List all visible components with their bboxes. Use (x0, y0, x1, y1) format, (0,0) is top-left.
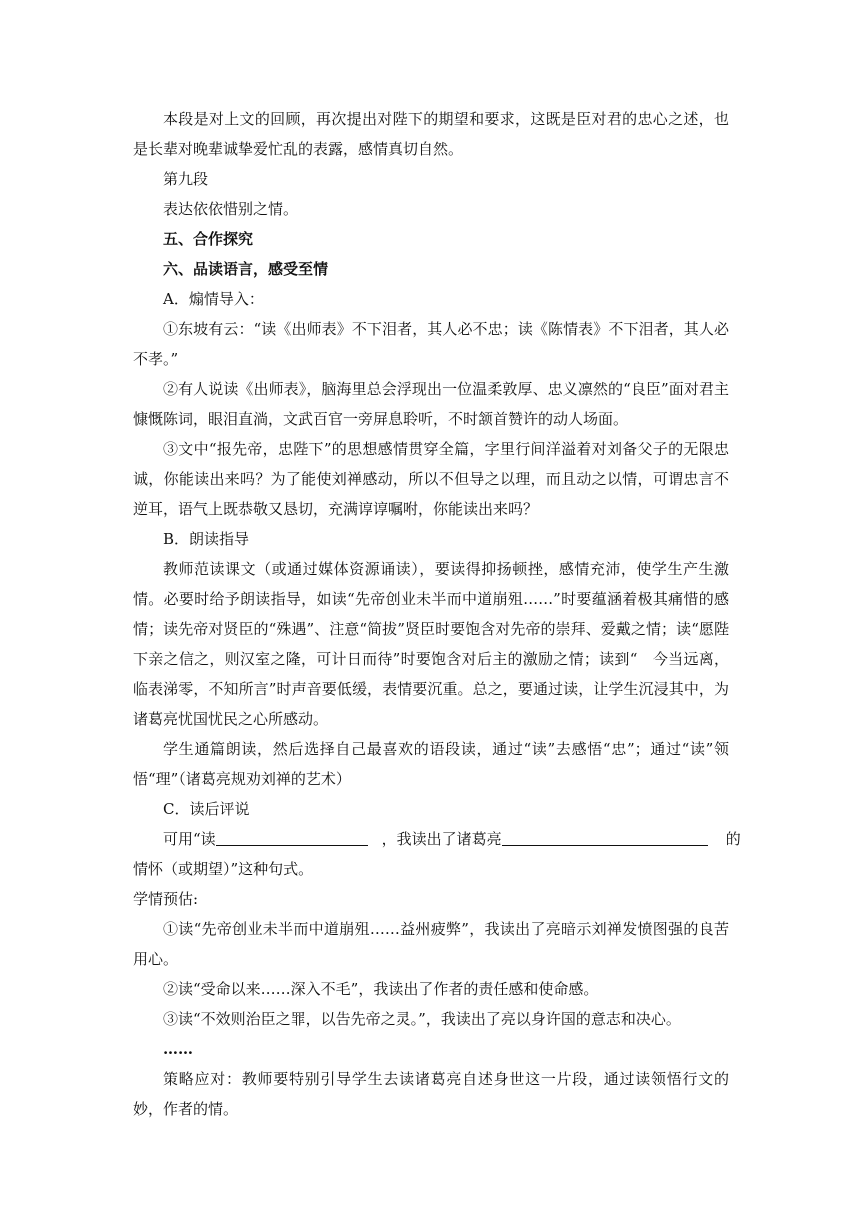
fill-text-1: 可用“读 (163, 830, 216, 848)
subheading-a: A．煽情导入： (163, 290, 264, 308)
fill-text-2: ，我读出了诸葛亮 (381, 830, 502, 848)
blank-line-1 (216, 827, 368, 846)
subheading-b: B．朗读指导 (163, 530, 250, 548)
item-a2: ②有人说读《出师表》，脑海里总会浮现出一位温柔敦厚、忠义凛然的“良臣”面对君主慷慨陈词，眼泪直淌，文武百官一旁屏息聆听，不时颔首赞许的动人场面。 (133, 380, 729, 428)
paragraph-farewell: 表达依依惜别之情。 (163, 200, 299, 218)
item-a1: ①东坡有云：“读《出师表》不下泪者，其人必不忠；读《陈情表》不下泪者，其人必不孝。” (133, 320, 729, 368)
blank-line-2 (502, 827, 708, 846)
subheading-c: C．读后评说 (163, 800, 250, 818)
heading-cooperation: 五、合作探究 (163, 230, 254, 248)
paragraph-b2: 学生通篇朗读，然后选择自己最喜欢的语段读，通过“读”去感悟“忠”；通过“读”领悟“理”（诸葛亮规劝刘禅的艺术） (133, 740, 729, 788)
paragraph-b1: 教师范读课文（或通过媒体资源诵读），要读得抑扬顿挫，感情充沛，使学生产生激情。必要时给予朗读指导，如读“先帝创业未半而中道崩殂……”时要蕴涵着极其痛惜的感情；读先帝对贤臣的“殊遇”、注意“简拔”贤臣时要饱含对先帝的崇拜、爱戴之情；读“愿陛下亲之信之，则汉室之隆，可计日而待”时要饱含对后主的激励之情；读到“ 今当远离，临表涕零，不知所言”时声音要低缓，表情要沉重。总之，要通过读，让学生沉浸其中，为诸葛亮忧国忧民之心所感动。 (133, 560, 729, 728)
estimate-1: ①读“先帝创业未半而中道崩殂……益州疲弊”，我读出了亮暗示刘禅发愤图强的良苦用心。 (133, 920, 729, 968)
ellipsis: …… (163, 1040, 193, 1058)
estimate-2: ②读“受命以来……深入不毛”，我读出了作者的责任感和使命感。 (163, 980, 599, 998)
section-ninth: 第九段 (163, 170, 209, 188)
document-body (133, 104, 741, 1124)
fill-text-3: 的 (725, 830, 741, 848)
heading-reading-language: 六、品读语言，感受至情 (163, 260, 329, 278)
fill-text-4: 情怀（或期望）”这种句式。 (133, 860, 314, 878)
item-a3: ③文中“报先帝，忠陛下”的思想感情贯穿全篇，字里行间洋溢着对刘备父子的无限忠诚，你能读出来吗？为了能使刘禅感动，所以不但导之以理，而且动之以情，可谓忠言不逆耳，语气上既恭敬又恳切，充满谆谆嘱咐，你能读出来吗？ (133, 440, 729, 518)
estimate-3: ③读“不效则治臣之罪，以告先帝之灵。”，我读出了亮以身许国的意志和决心。 (163, 1010, 681, 1028)
strategy-paragraph: 策略应对：教师要特别引导学生去读诸葛亮自述身世这一片段，通过读领悟行文的妙，作者的情。 (133, 1070, 729, 1118)
paragraph-review: 本段是对上文的回顾，再次提出对陛下的期望和要求，这既是臣对君的忠心之述，也是长辈对晚辈诚挚爱忙乱的表露，感情真切自然。 (133, 110, 729, 158)
subheading-estimate: 学情预估: (133, 890, 199, 908)
fill-in-sentence (133, 824, 741, 854)
